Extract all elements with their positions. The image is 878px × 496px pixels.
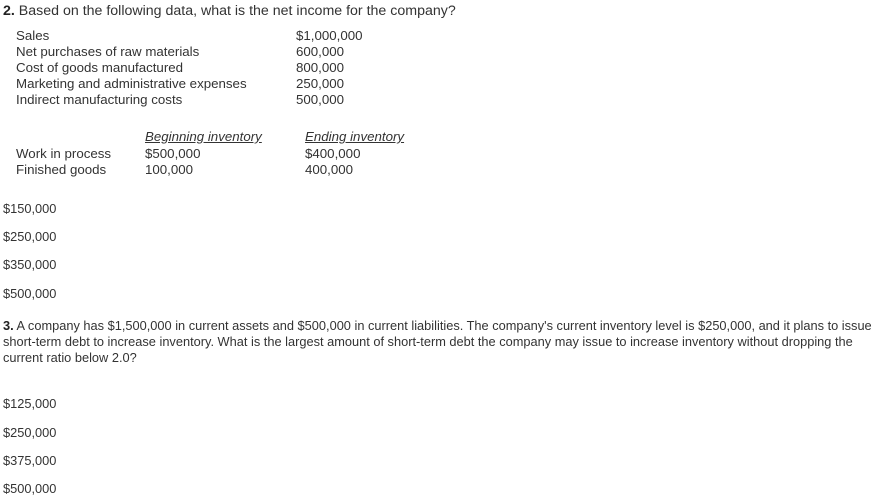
inventory-ending-value: $400,000 xyxy=(305,146,361,161)
data-value: 250,000 xyxy=(296,76,345,91)
answer-choice[interactable]: $375,000 xyxy=(3,453,57,468)
data-label: Marketing and administrative expenses xyxy=(16,76,247,91)
data-value: $1,000,000 xyxy=(296,28,363,43)
question-3-prompt xyxy=(3,318,878,366)
inventory-row-label: Work in process xyxy=(16,146,112,161)
data-value: 800,000 xyxy=(296,60,345,75)
question-2-text: Based on the following data, what is the net income for the company? xyxy=(18,3,456,19)
answer-choice[interactable]: $350,000 xyxy=(3,257,57,272)
answer-choice[interactable]: $500,000 xyxy=(3,286,57,301)
beginning-inventory-header: Beginning inventory xyxy=(145,129,262,144)
inventory-beginning-value: 100,000 xyxy=(145,162,194,177)
answer-choice[interactable]: $500,000 xyxy=(3,481,57,496)
data-label: Sales xyxy=(16,28,50,43)
data-label: Indirect manufacturing costs xyxy=(16,92,183,107)
data-value: 500,000 xyxy=(296,92,345,107)
inventory-ending-value: 400,000 xyxy=(305,162,354,177)
question-3-text: A company has $1,500,000 in current assets and $500,000 in current liabilities. The company's current inventory level is $250,000, and it plans to issue short-term debt to increase inventory. What is the largest amount of short-term debt the company may issue to increase inventory without dropping the current ratio below 2.0? xyxy=(3,318,872,365)
answer-choice[interactable]: $250,000 xyxy=(3,229,57,244)
question-2-number: 2. xyxy=(3,3,15,19)
inventory-beginning-value: $500,000 xyxy=(145,146,201,161)
data-label: Net purchases of raw materials xyxy=(16,44,200,59)
answer-choice[interactable]: $150,000 xyxy=(3,201,57,216)
question-2-prompt xyxy=(3,3,456,19)
inventory-row-label: Finished goods xyxy=(16,162,107,177)
answer-choice[interactable]: $250,000 xyxy=(3,425,57,440)
data-value: 600,000 xyxy=(296,44,345,59)
data-label: Cost of goods manufactured xyxy=(16,60,184,75)
answer-choice[interactable]: $125,000 xyxy=(3,396,57,411)
question-3-number: 3. xyxy=(3,318,14,333)
ending-inventory-header: Ending inventory xyxy=(305,129,405,144)
